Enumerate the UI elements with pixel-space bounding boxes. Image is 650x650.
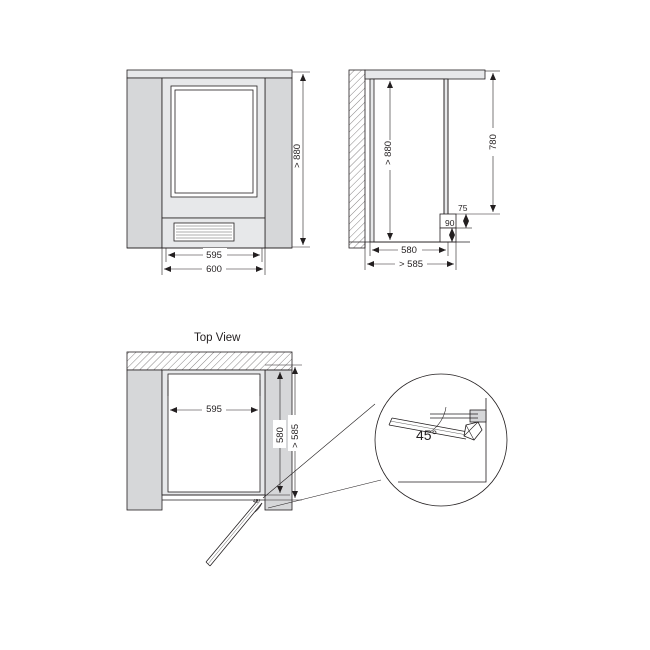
top-door-edge-1	[206, 500, 258, 562]
side-foot-block-lower	[440, 228, 456, 242]
detail-circle	[375, 374, 507, 506]
top-door-center-line	[208, 501, 260, 564]
front-right-cabinet	[265, 78, 292, 248]
top-585-label: > 585	[290, 423, 301, 448]
top-595-label: 595	[206, 404, 222, 415]
detail-angle-label: 45°	[416, 427, 438, 443]
side-worktop	[365, 70, 485, 79]
top-view-group	[127, 332, 302, 566]
front-595-label: 595	[206, 250, 222, 261]
side-wall-hatch	[349, 70, 365, 248]
side-585-label: > 585	[398, 259, 424, 270]
side-view-group	[349, 70, 500, 270]
top-angle-label: 45°	[253, 499, 261, 505]
top-open-door	[206, 499, 262, 566]
front-worktop	[127, 70, 292, 78]
top-appliance-inner	[168, 374, 260, 492]
top-580-label: 580	[275, 427, 286, 443]
front-600-label: 600	[206, 264, 222, 275]
top-left-cabinet	[127, 370, 162, 510]
detail-hinge-block	[470, 410, 486, 422]
top-wall-hatch	[127, 352, 292, 370]
side-90-label: 90	[445, 218, 455, 228]
front-door-panel	[171, 86, 257, 197]
side-580-label: 580	[401, 245, 417, 256]
side-880-label: > 880	[383, 140, 394, 165]
front-height-label: > 880	[292, 143, 303, 168]
top-view-title: Top View	[194, 332, 241, 344]
side-780-label: 780	[488, 134, 499, 150]
top-door-edge-2	[210, 503, 262, 566]
front-view-group	[127, 70, 310, 275]
front-left-cabinet	[127, 78, 162, 248]
side-75-label: 75	[458, 203, 468, 213]
